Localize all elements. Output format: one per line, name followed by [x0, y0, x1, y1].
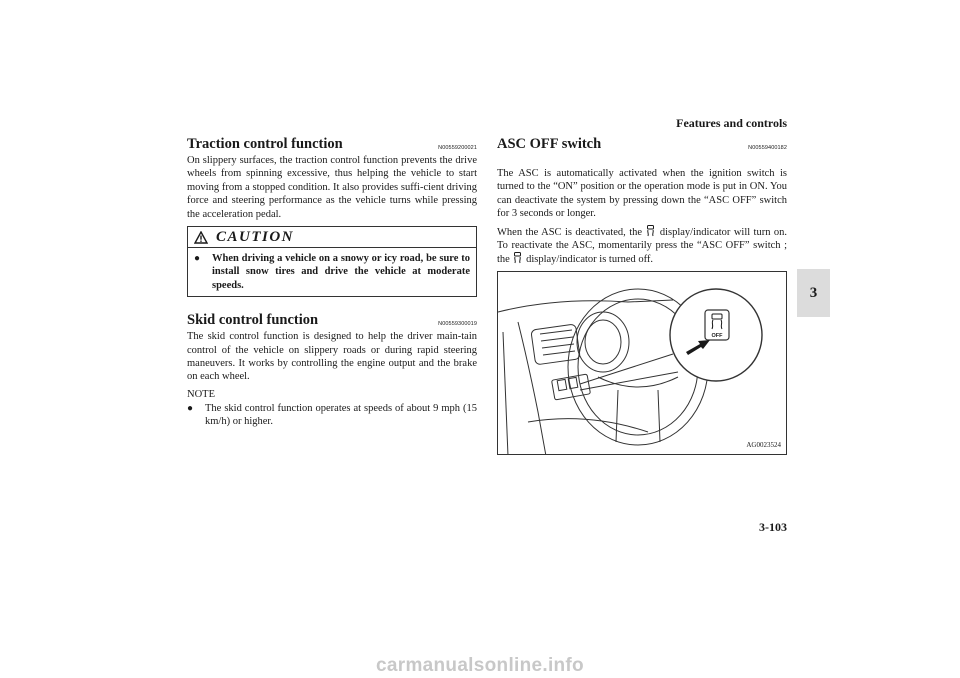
switch-off-label: OFF	[711, 333, 723, 339]
asc-indicator-icon	[513, 252, 522, 264]
asc-heading-text: ASC OFF switch	[497, 136, 602, 152]
asc-indicator-icon	[646, 225, 655, 237]
note-item	[187, 402, 477, 429]
skid-body: The skid control function is designed to help the driver main-tain control of the vehicle on slippery roads or during rapid steering maneuvers. It works by controlling the engine output and the brake on each wheel.	[187, 331, 477, 383]
bullet-icon: ●	[187, 402, 194, 414]
page-header-title: Features and controls	[676, 116, 787, 130]
asc-body-2a: When the ASC is deactivated, the	[497, 226, 643, 238]
traction-heading	[187, 135, 477, 153]
watermark-text[interactable]: carmanualsonline.info	[376, 655, 584, 676]
right-column	[497, 135, 787, 267]
note-text: The skid control function operates at speeds of about 9 mph (15 km/h) or higher.	[205, 402, 477, 428]
caution-box	[187, 226, 477, 297]
figure-code: AG0023524	[746, 441, 781, 449]
dashboard-drawing	[498, 272, 787, 455]
caution-header	[188, 227, 476, 248]
traction-code: N00559200021	[438, 145, 477, 151]
skid-heading-text: Skid control function	[187, 312, 319, 329]
skid-heading	[187, 311, 477, 329]
warning-triangle-icon	[194, 231, 208, 244]
asc-body-1: The ASC is automatically activated when the ignition switch is turned to the “ON” position or the operation mode is put in ON. You can deactivate the system by pressing down the “ASC OFF” switch for 3 seconds or longer.	[497, 168, 787, 220]
traction-heading-text: Traction control function	[187, 136, 343, 152]
left-column	[187, 135, 477, 429]
asc-body-2c: display/indicator is turned off.	[526, 254, 654, 266]
note-label: NOTE	[187, 388, 215, 400]
chapter-tab: 3	[797, 269, 830, 317]
skid-code: N00559300019	[438, 321, 477, 328]
asc-code: N00559400182	[748, 145, 787, 151]
caution-label: CAUTION	[216, 228, 295, 245]
caution-body	[188, 248, 476, 296]
traction-body: On slippery surfaces, the traction control function prevents the drive wheels from spinning excessive, thus helping the vehicle to start moving from a stopped condition. It also provides suffi-cient driving force and steering performance as the vehicle turns while pressing the acceleration pedal.	[187, 155, 477, 220]
asc-heading	[497, 135, 787, 153]
page-number: 3-103	[759, 520, 787, 534]
caution-text: When driving a vehicle on a snowy or icy road, be sure to install snow tires and drive the vehicle at moderate speeds.	[212, 253, 470, 291]
dashboard-illustration	[497, 271, 787, 455]
asc-body-2b: display/indicator will turn on. To reactivate the ASC, momentarily press the “ASC OFF” switch ; the	[497, 226, 787, 266]
asc-body-2	[497, 225, 787, 267]
bullet-icon: ●	[194, 253, 201, 265]
